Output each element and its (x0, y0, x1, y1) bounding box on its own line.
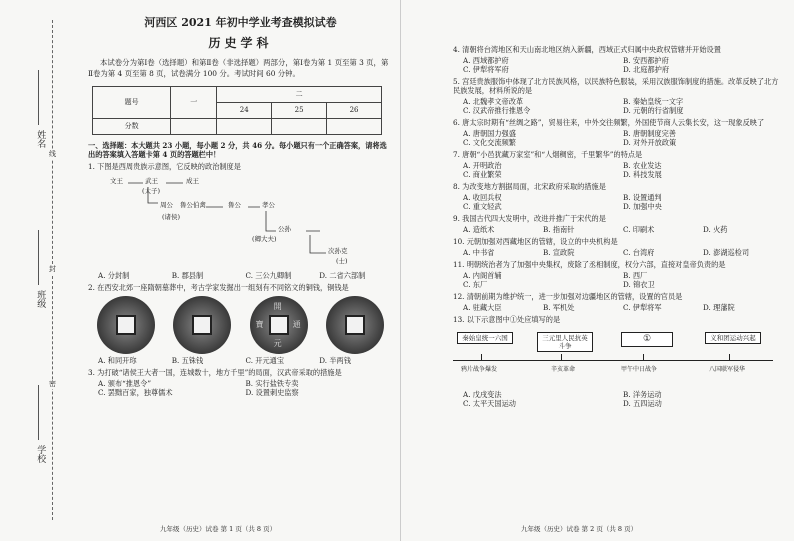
option-d[interactable]: D. 设置刺史监察 (245, 387, 299, 397)
option-a[interactable]: A. 内阁首辅 (463, 271, 502, 280)
timeline-box: 三元里人民抗英斗争 (537, 332, 593, 352)
question-12 (453, 292, 783, 312)
coin-image-c (250, 296, 308, 354)
option-d[interactable]: D. 北庭都护府 (623, 65, 670, 74)
options (463, 248, 783, 257)
tree-node: 次孙克 (328, 246, 348, 255)
question-6 (453, 118, 783, 147)
question-stem: 4. 清朝将台湾地区和天山南北地区纳入新疆，西域正式归属中央政权管辖并开始设置 (453, 45, 721, 54)
question-stem: 3. 为打破“诸侯王大者一国，连城数十，地方千里”的局面，汉武帝采取的措施是 (88, 367, 342, 377)
option-c[interactable]: C. 汉武帝推行推恩令 (463, 106, 531, 115)
tree-node: 武王 (145, 176, 158, 185)
lineage-diagram (88, 173, 393, 269)
binding-mark: 密 (49, 380, 56, 388)
tree-node: (卿大夫) (252, 234, 277, 243)
timeline-tick (643, 354, 644, 360)
timeline-box: 义和团运动兴起 (705, 332, 761, 344)
page-footer: 九年级（历史）试卷 第 2 页（共 8 页） (521, 524, 638, 533)
options (463, 390, 783, 408)
name-underline[interactable] (38, 70, 39, 125)
score-table (92, 86, 382, 135)
options (463, 56, 783, 74)
option-b[interactable]: B. 宣政院 (543, 248, 575, 257)
option-b[interactable]: B. 五铢钱 (171, 355, 204, 365)
option-b[interactable]: B. 洋务运动 (623, 390, 662, 399)
timeline-box: 秦始皇统一六国 (457, 332, 513, 344)
option-a[interactable]: A. 驻藏大臣 (463, 303, 502, 312)
option-c[interactable]: C. 文化交流频繁 (463, 138, 516, 147)
option-b[interactable]: B. 西厂 (623, 271, 648, 280)
question-stem: 2. 在西安北郊一座隋朝墓葬中，考古学家发掘出一组刻有不同铭文的铜钱，铜钱是 (88, 282, 349, 292)
binding-margin (0, 0, 62, 541)
options (98, 356, 393, 365)
option-b[interactable]: B. 秦始皇统一文字 (623, 97, 684, 106)
coin-glyph: 通 (292, 319, 301, 329)
score-table-cell: 题号 (93, 86, 171, 118)
timeline-tick (729, 354, 730, 360)
option-c[interactable]: C. 伊犁将军府 (463, 65, 509, 74)
question-13 (453, 315, 783, 408)
options (463, 97, 783, 115)
option-b[interactable]: B. 农业发达 (623, 161, 662, 170)
option-a[interactable]: A. 戊戌变法 (463, 390, 502, 399)
option-b[interactable]: B. 唐朝制度完善 (623, 129, 676, 138)
question-stem: 11. 明朝统治者为了加强中央集权，废除了丞相制度，权分六部，直接对皇帝负责的是 (453, 260, 726, 269)
options (98, 379, 393, 397)
option-d[interactable]: D. 火药 (703, 225, 728, 234)
tree-node: 成王 (186, 176, 199, 185)
question-9 (453, 214, 783, 234)
question-2 (88, 283, 393, 365)
timeline-tick (481, 354, 482, 360)
tree-node: (太子) (142, 186, 161, 195)
option-c[interactable]: C. 重文轻武 (463, 202, 502, 211)
option-d[interactable]: D. 对外开放政策 (623, 138, 677, 147)
question-8 (453, 182, 783, 211)
exam-subject: 历史学科 (208, 35, 273, 50)
option-a[interactable]: A. 北魏孝文帝改革 (463, 97, 524, 106)
option-a[interactable]: A. 造纸术 (463, 225, 495, 234)
name-label: 姓名 (35, 130, 46, 148)
coin-glyph: 寶 (255, 319, 264, 329)
binding-mark: 封 (49, 265, 56, 273)
options (463, 193, 783, 211)
option-c[interactable]: C. 三公九卿制 (245, 270, 292, 280)
timeline-box-blank: ① (621, 332, 673, 347)
option-d[interactable]: D. 锦衣卫 (623, 280, 655, 289)
option-a[interactable]: A. 中书省 (463, 248, 495, 257)
option-d[interactable]: D. 加强中央 (623, 202, 662, 211)
options (463, 129, 783, 147)
question-5 (453, 77, 783, 115)
question-stem: 6. 唐太宗时期有“丝绸之路”，贸易往来，中外交往频繁，外国使节商人云集长安，这一现象反映了 (453, 118, 765, 127)
left-content (88, 0, 393, 397)
tree-node: 文王 (110, 176, 123, 185)
tree-node: 孝公 (262, 200, 275, 209)
coin-images (88, 296, 393, 354)
option-b[interactable]: B. 军机处 (543, 303, 575, 312)
section-heading: 一、选择题：本大题共 23 小题，每小题 2 分，共 46 分。每小题只有一个正确答案，请将选出的答案填入答题卡第 4 页的答题栏中！ (88, 140, 387, 159)
options (463, 225, 783, 234)
timeline-tick (561, 354, 562, 360)
tree-node: (诸侯) (162, 212, 181, 221)
coin-image-b (173, 296, 231, 354)
option-d[interactable]: D. 二省六部制 (319, 270, 366, 280)
option-d[interactable]: D. 澎湖巡检司 (703, 248, 750, 257)
option-b[interactable]: B. 安西都护府 (623, 56, 669, 65)
page-footer: 九年级（历史）试卷 第 1 页（共 8 页） (160, 524, 277, 533)
coin-glyph: 開 (273, 301, 282, 311)
coin-image-d (326, 296, 384, 354)
option-d[interactable]: D. 半两钱 (319, 355, 351, 365)
options (463, 271, 783, 289)
timeline-label: 八国联军侵华 (709, 366, 746, 373)
option-a[interactable]: A. 收回兵权 (463, 193, 502, 202)
option-d[interactable]: D. 五四运动 (623, 399, 662, 408)
option-c[interactable]: C. 印刷术 (623, 225, 655, 234)
option-c[interactable]: C. 伊犁将军 (623, 303, 662, 312)
score-input[interactable] (171, 118, 217, 134)
options (463, 303, 783, 312)
question-4 (453, 45, 783, 74)
question-stem: 9. 我国古代四大发明中，改进并推广于宋代的是 (453, 214, 606, 223)
option-a[interactable]: A. 唐朝国力强盛 (463, 129, 516, 138)
question-1 (88, 162, 393, 280)
timeline-label: 甲午中日战争 (621, 366, 658, 373)
timeline-label: 辛亥革命 (551, 366, 576, 373)
score-table-cell: 26 (327, 102, 382, 118)
options (98, 271, 393, 280)
school-label: 学校 (35, 445, 46, 463)
question-stem: 12. 清朝前期为维护统一，进一步加强对边疆地区的管辖，设置的官员是 (453, 292, 683, 301)
score-table-cell: 25 (272, 102, 327, 118)
option-c[interactable]: C. 台湾府 (623, 248, 655, 257)
question-stem: 5. 宫廷贵族服饰中体现了北方民族风格，以民族特色服装，采用汉族服饰制度的措施。改革反映了北方民族发展，材料所说的是 (453, 77, 779, 95)
binding-mark: 线 (49, 150, 56, 158)
question-10 (453, 237, 783, 257)
timeline-diagram (453, 330, 783, 388)
option-a[interactable]: A. 开明政治 (463, 161, 502, 170)
option-d[interactable]: D. 科技发展 (623, 170, 662, 179)
score-table-cell: 24 (217, 102, 272, 118)
score-input[interactable] (217, 118, 272, 134)
question-stem: 13. 以下示意图中①处应填写的是 (453, 315, 561, 324)
option-c[interactable]: C. 商业繁荣 (463, 170, 502, 179)
option-a[interactable]: A. 分封制 (98, 270, 130, 280)
option-b[interactable]: B. 郡县制 (171, 270, 204, 280)
option-c[interactable]: C. 开元通宝 (245, 355, 285, 365)
tree-node: 鲁公伯禽 (180, 200, 206, 209)
coin-image-a (97, 296, 155, 354)
class-underline[interactable] (38, 230, 39, 285)
option-a[interactable]: A. 西域都护府 (463, 56, 509, 65)
option-d[interactable]: D. 理藩院 (703, 303, 735, 312)
option-b[interactable]: B. 设置通判 (623, 193, 662, 202)
score-table-cell: 分数 (93, 118, 171, 134)
question-stem: 10. 元朝加强对西藏地区的管辖，设立的中央机构是 (453, 237, 618, 246)
right-page (400, 0, 794, 541)
question-7 (453, 150, 783, 179)
question-11 (453, 260, 783, 289)
tree-node: 鲁公 (228, 200, 241, 209)
option-a[interactable]: A. 颁布“推恩令” (98, 378, 152, 388)
class-label: 班级 (35, 290, 46, 308)
question-stem: 1. 下图是西周贵族示意图，它反映的政治制度是 (88, 161, 241, 171)
option-b[interactable]: B. 指南针 (543, 225, 575, 234)
timeline-label: 鸦片战争爆发 (461, 366, 498, 373)
option-a[interactable]: A. 和同开珎 (98, 355, 137, 365)
option-d[interactable]: D. 元朝的行省制度 (623, 106, 684, 115)
tree-node: 周公 (160, 200, 173, 209)
question-stem: 8. 为改变地方割据局面，北宋政府采取的措施是 (453, 182, 606, 191)
timeline-axis (453, 360, 773, 361)
exam-intro: 本试卷分为第Ⅰ卷（选择题）和第Ⅱ卷（非选择题）两部分，第Ⅰ卷为第 1 页至第 3 页，第Ⅱ卷为第 4 页至第 8 页，试卷满分 100 分。考试时间 60 分钟。 (88, 57, 389, 79)
tree-node: 公孙 (278, 224, 291, 233)
school-underline[interactable] (38, 385, 39, 440)
tree-node: (士) (336, 256, 348, 265)
option-c[interactable]: C. 罢黜百家，独尊儒术 (98, 387, 173, 397)
score-input[interactable] (272, 118, 327, 134)
exam-title: 河西区 2021 年初中学业考查模拟试卷 (144, 16, 337, 29)
option-c[interactable]: C. 东厂 (463, 280, 488, 289)
score-table-cell: 二 (217, 86, 382, 102)
score-table-cell: 一 (171, 86, 217, 118)
coin-glyph: 元 (273, 338, 282, 348)
right-content (453, 42, 783, 408)
options (463, 161, 783, 179)
question-stem: 7. 唐朝“小邑犹藏万家室”和“人烟稠密，千里繁华”的特点是 (453, 150, 643, 159)
score-input[interactable] (327, 118, 382, 134)
question-3 (88, 368, 393, 397)
option-b[interactable]: B. 实行盐铁专卖 (245, 378, 299, 388)
option-c[interactable]: C. 太平天国运动 (463, 399, 516, 408)
